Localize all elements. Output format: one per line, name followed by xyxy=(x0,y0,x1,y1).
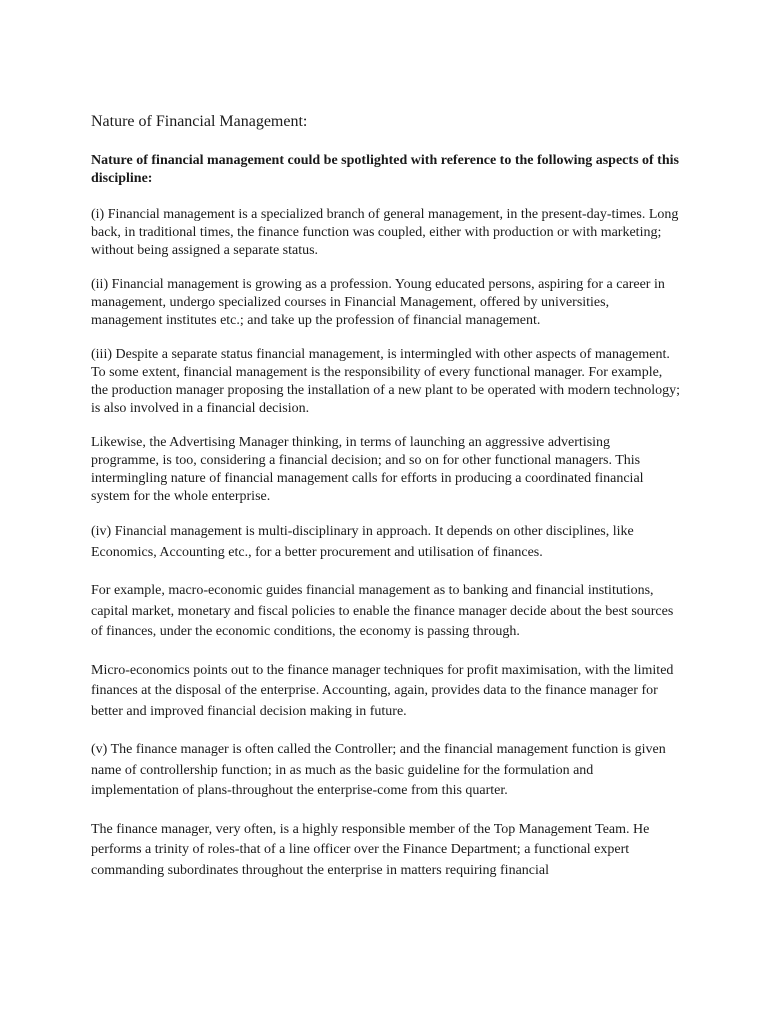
page-title: Nature of Financial Management: xyxy=(91,113,308,130)
paragraph-4: Likewise, the Advertising Manager thinking, in terms of launching an aggressive advertising programme, is too, considering a financial decision; and so on for other functional managers. This intermingling nature of financial management calls for efforts in producing a coordinated financial system for the whole enterprise. xyxy=(91,435,644,504)
paragraph-6: For example, macro-economic guides financial management as to banking and financial institutions, capital market, monetary and fiscal policies to enable the finance manager decide about the best sources of finances, under the economic conditions, the economy is passing through. xyxy=(91,583,674,639)
paragraph-2: (ii) Financial management is growing as a profession. Young educated persons, aspiring for a career in management, undergo specialized courses in Financial Management, offered by universities, management institutes etc.; and take up the profession of financial management. xyxy=(91,277,665,328)
paragraph-1: (i) Financial management is a specialized branch of general management, in the present-day-times. Long back, in traditional times, the finance function was coupled, either with production or with marketing; without being assigned a separate status. xyxy=(91,207,679,258)
intro-paragraph: Nature of financial management could be spotlighted with reference to the following aspects of this discipline: xyxy=(91,153,679,186)
paragraph-9: The finance manager, very often, is a highly responsible member of the Top Management Team. He performs a trinity of roles-that of a line officer over the Finance Department; a functional expert commanding subordinates throughout the enterprise in matters requiring financial xyxy=(91,821,650,878)
paragraph-5: (iv) Financial management is multi-disciplinary in approach. It depends on other disciplines, like Economics, Accounting etc., for a better procurement and utilisation of finances. xyxy=(91,524,634,560)
paragraph-7: Micro-economics points out to the finance manager techniques for profit maximisation, with the limited finances at the disposal of the enterprise. Accounting, again, provides data to the finance manager for better and improved financial decision making in future. xyxy=(91,662,674,719)
document-content xyxy=(91,112,681,899)
paragraph-8: (v) The finance manager is often called the Controller; and the financial management function is given name of controllership function; in as much as the basic guideline for the formulation and implementation of plans-throughout the enterprise-come from this quarter. xyxy=(91,742,666,798)
paragraph-3: (iii) Despite a separate status financial management, is intermingled with other aspects of management. To some extent, financial management is the responsibility of every functional manager. For example, the production manager proposing the installation of a new plant to be operated with modern technology; is also involved in a financial decision. xyxy=(91,347,681,416)
